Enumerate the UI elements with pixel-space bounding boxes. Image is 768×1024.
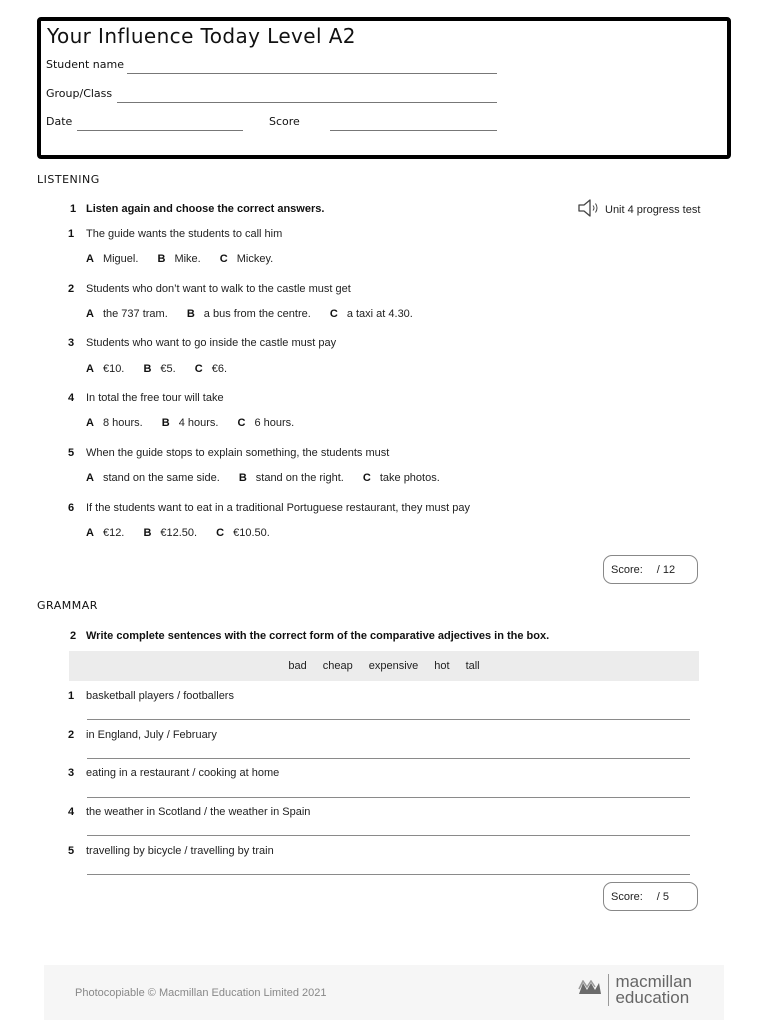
macmillan-logo-icon: [578, 980, 602, 1001]
word-box-item: expensive: [368, 660, 419, 672]
grammar-item-number: 5: [68, 845, 75, 857]
brand: [578, 974, 692, 1006]
options-row: [86, 363, 243, 375]
student-name-field[interactable]: [127, 73, 497, 74]
option-letter[interactable]: A: [86, 253, 94, 265]
group-class-label: Group/Class: [46, 87, 113, 100]
question-number: 3: [68, 337, 75, 349]
answer-line[interactable]: [87, 719, 690, 720]
question-number: 2: [68, 283, 75, 295]
listening-score-box[interactable]: [603, 555, 698, 584]
date-label: Date: [46, 115, 73, 128]
option-letter[interactable]: C: [216, 527, 225, 539]
option-value[interactable]: 8 hours.: [102, 417, 143, 429]
group-class-field[interactable]: [117, 102, 497, 103]
grammar-score-box[interactable]: [603, 882, 698, 911]
options-row: [86, 417, 310, 429]
option-letter[interactable]: B: [143, 363, 152, 375]
option-value[interactable]: the 737 tram.: [102, 308, 168, 320]
question-number: 6: [68, 502, 75, 514]
question-number: 4: [68, 392, 75, 404]
option-value[interactable]: take photos.: [379, 472, 440, 484]
question-text: When the guide stops to explain something, the students must: [86, 447, 390, 459]
option-value[interactable]: 4 hours.: [178, 417, 219, 429]
score-field[interactable]: [330, 130, 497, 131]
listening-section-label: LISTENING: [37, 173, 100, 186]
option-letter[interactable]: A: [86, 417, 94, 429]
question-text: Students who want to go inside the castle must pay: [86, 337, 337, 349]
answer-line[interactable]: [87, 835, 690, 836]
brand-line-2: education: [615, 988, 690, 1007]
grammar-item-text: eating in a restaurant / cooking at home: [86, 767, 280, 779]
grammar-item-number: 4: [68, 806, 75, 818]
grammar-item-text: the weather in Scotland / the weather in Spain: [86, 806, 311, 818]
option-value[interactable]: €12.: [102, 527, 125, 539]
grammar-item-number: 3: [68, 767, 75, 779]
option-value[interactable]: stand on the same side.: [102, 472, 220, 484]
grammar-instruction: Write complete sentences with the correct form of the comparative adjectives in the box.: [86, 630, 550, 642]
option-letter[interactable]: C: [329, 308, 338, 320]
question-number: 5: [68, 447, 75, 459]
option-letter[interactable]: C: [237, 417, 246, 429]
grammar-item-number: 1: [68, 690, 75, 702]
options-row: [86, 253, 289, 265]
answer-line[interactable]: [87, 874, 690, 875]
grammar-item-text: in England, July / February: [86, 729, 217, 741]
score-label: Score:: [611, 890, 643, 903]
date-field[interactable]: [77, 130, 243, 131]
brand-line-1: macmillan: [615, 972, 692, 991]
option-letter[interactable]: A: [86, 472, 94, 484]
score-total: / 12: [656, 563, 676, 576]
grammar-item-text: basketball players / footballers: [86, 690, 234, 702]
option-value[interactable]: Mike.: [174, 253, 201, 265]
option-letter[interactable]: C: [194, 363, 203, 375]
option-letter[interactable]: A: [86, 527, 94, 539]
listening-instruction: Listen again and choose the correct answers.: [86, 203, 325, 215]
listening-task-number: 1: [70, 203, 77, 215]
grammar-section-label: GRAMMAR: [37, 599, 98, 612]
student-name-label: Student name: [46, 58, 124, 71]
word-box: [69, 651, 699, 681]
word-box-item: cheap: [322, 660, 353, 672]
word-box-item: hot: [434, 660, 450, 672]
word-box-item: tall: [465, 660, 480, 672]
score-label: Score: [269, 115, 300, 128]
question-text: In total the free tour will take: [86, 392, 224, 404]
document-title: Your Influence Today Level A2: [47, 24, 356, 48]
option-value[interactable]: Mickey.: [236, 253, 274, 265]
answer-line[interactable]: [87, 797, 690, 798]
options-row: [86, 527, 286, 539]
option-value[interactable]: Miguel.: [102, 253, 139, 265]
score-total: / 5: [656, 890, 670, 903]
grammar-item-number: 2: [68, 729, 75, 741]
speaker-icon: [577, 199, 601, 222]
option-value[interactable]: stand on the right.: [255, 472, 344, 484]
question-text: The guide wants the students to call him: [86, 228, 283, 240]
option-letter[interactable]: A: [86, 363, 94, 375]
question-number: 1: [68, 228, 75, 240]
unit-info: [577, 200, 700, 220]
answer-line[interactable]: [87, 758, 690, 759]
option-letter[interactable]: C: [219, 253, 228, 265]
copyright-notice: Photocopiable © Macmillan Education Limited 2021: [75, 987, 327, 999]
grammar-item-text: travelling by bicycle / travelling by train: [86, 845, 274, 857]
header-box: [37, 17, 731, 159]
option-value[interactable]: a taxi at 4.30.: [346, 308, 413, 320]
option-letter[interactable]: A: [86, 308, 94, 320]
word-box-item: bad: [288, 660, 307, 672]
option-value[interactable]: 6 hours.: [254, 417, 295, 429]
question-text: Students who don’t want to walk to the castle must get: [86, 283, 351, 295]
option-value[interactable]: €10.50.: [233, 527, 270, 539]
brand-wordmark: [608, 974, 692, 1006]
option-value[interactable]: €5.: [160, 363, 176, 375]
options-row: [86, 472, 456, 484]
option-letter[interactable]: B: [186, 308, 195, 320]
unit-progress-label: Unit 4 progress test: [605, 204, 701, 216]
score-label: Score:: [611, 563, 643, 576]
option-value[interactable]: €10.: [102, 363, 125, 375]
option-value[interactable]: €12.50.: [160, 527, 198, 539]
option-letter[interactable]: B: [238, 472, 247, 484]
option-letter[interactable]: B: [143, 527, 152, 539]
options-row: [86, 308, 429, 320]
option-value[interactable]: a bus from the centre.: [203, 308, 311, 320]
option-letter[interactable]: C: [362, 472, 371, 484]
option-value[interactable]: €6.: [211, 363, 227, 375]
option-letter[interactable]: B: [161, 417, 170, 429]
option-letter[interactable]: B: [157, 253, 166, 265]
grammar-task-number: 2: [70, 630, 77, 642]
question-text: If the students want to eat in a traditional Portuguese restaurant, they must pay: [86, 502, 471, 514]
footer: [44, 965, 724, 1020]
